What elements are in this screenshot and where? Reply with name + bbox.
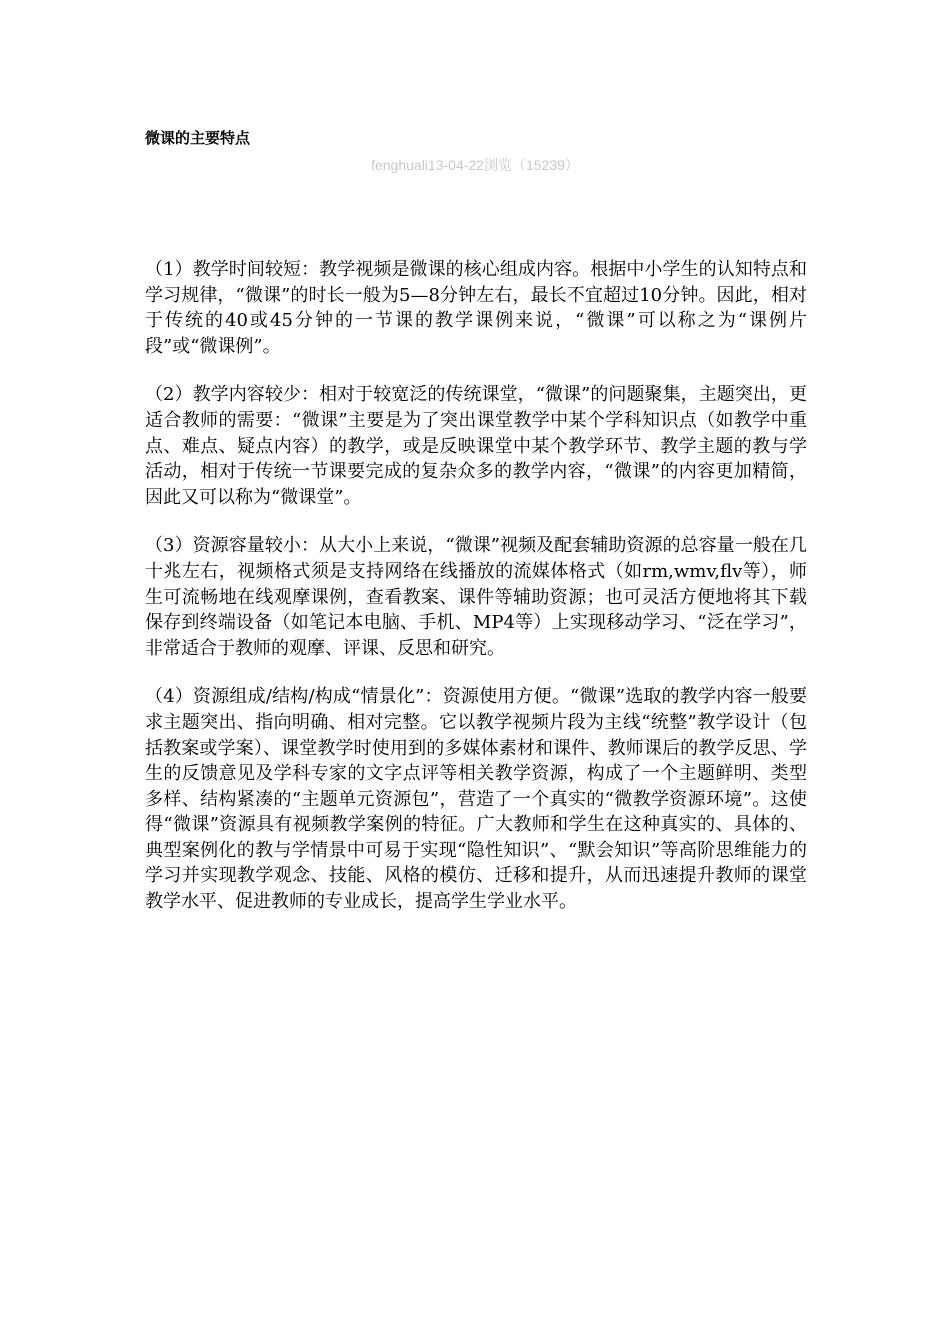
- paragraph-teaching-content: （2）教学内容较少：相对于较宽泛的传统课堂，“微课”的问题聚集，主题突出，更适合教师的需要：“微课”主要是为了突出课堂教学中某个学科知识点（如教学中重点、难点、疑点内容）的教学，或是反映课堂中某个教学环节、教学主题的教与学活动，相对于传统一节课要完成的复杂众多的教学内容，“微课”的内容更加精简，因此又可以称为“微课堂”。: [145, 384, 807, 508]
- document-body: [145, 257, 807, 938]
- paragraph-resource-capacity: （3）资源容量较小：从大小上来说，“微课”视频及配套辅助资源的总容量一般在几十兆左右，视频格式须是支持网络在线播放的流媒体格式（如rm,wmv,flv等），师生可流畅地在线观摩课例，查看教案、课件等辅助资源；也可灵活方便地将其下载保存到终端设备（如笔记本电脑、手机、MP4等）上实现移动学习、“泛在学习”，非常适合于教师的观摩、评课、反思和研究。: [145, 535, 807, 659]
- paragraph-teaching-time: （1）教学时间较短：教学视频是微课的核心组成内容。根据中小学生的认知特点和学习规律，“微课”的时长一般为5—8分钟左右，最长不宜超过10分钟。因此，相对于传统的40或45分钟的一节课的教学课例来说，“微课”可以称之为“课例片段”或“微课例”。: [145, 259, 807, 357]
- paragraph-resource-composition: （4）资源组成/结构/构成“情景化”：资源使用方便。“微课”选取的教学内容一般要求主题突出、指向明确、相对完整。它以教学视频片段为主线“统整”教学设计（包括教案或学案）、课堂教学时使用到的多媒体素材和课件、教师课后的教学反思、学生的反馈意见及学科专家的文字点评等相关教学资源，构成了一个主题鲜明、类型多样、结构紧凑的“主题单元资源包”，营造了一个真实的“微教学资源环境”。这使得“微课”资源具有视频教学案例的特征。广大教师和学生在这种真实的、具体的、典型案例化的教与学情景中可易于实现“隐性知识”、“默会知识”等高阶思维能力的学习并实现教学观念、技能、风格的模仿、迁移和提升，从而迅速提升教师的课堂教学水平、促进教师的专业成长，提高学生学业水平。: [145, 686, 807, 913]
- author-date-views: fenghuali13-04-22浏览（15239）: [371, 157, 579, 173]
- document-title: 微课的主要特点: [145, 129, 251, 147]
